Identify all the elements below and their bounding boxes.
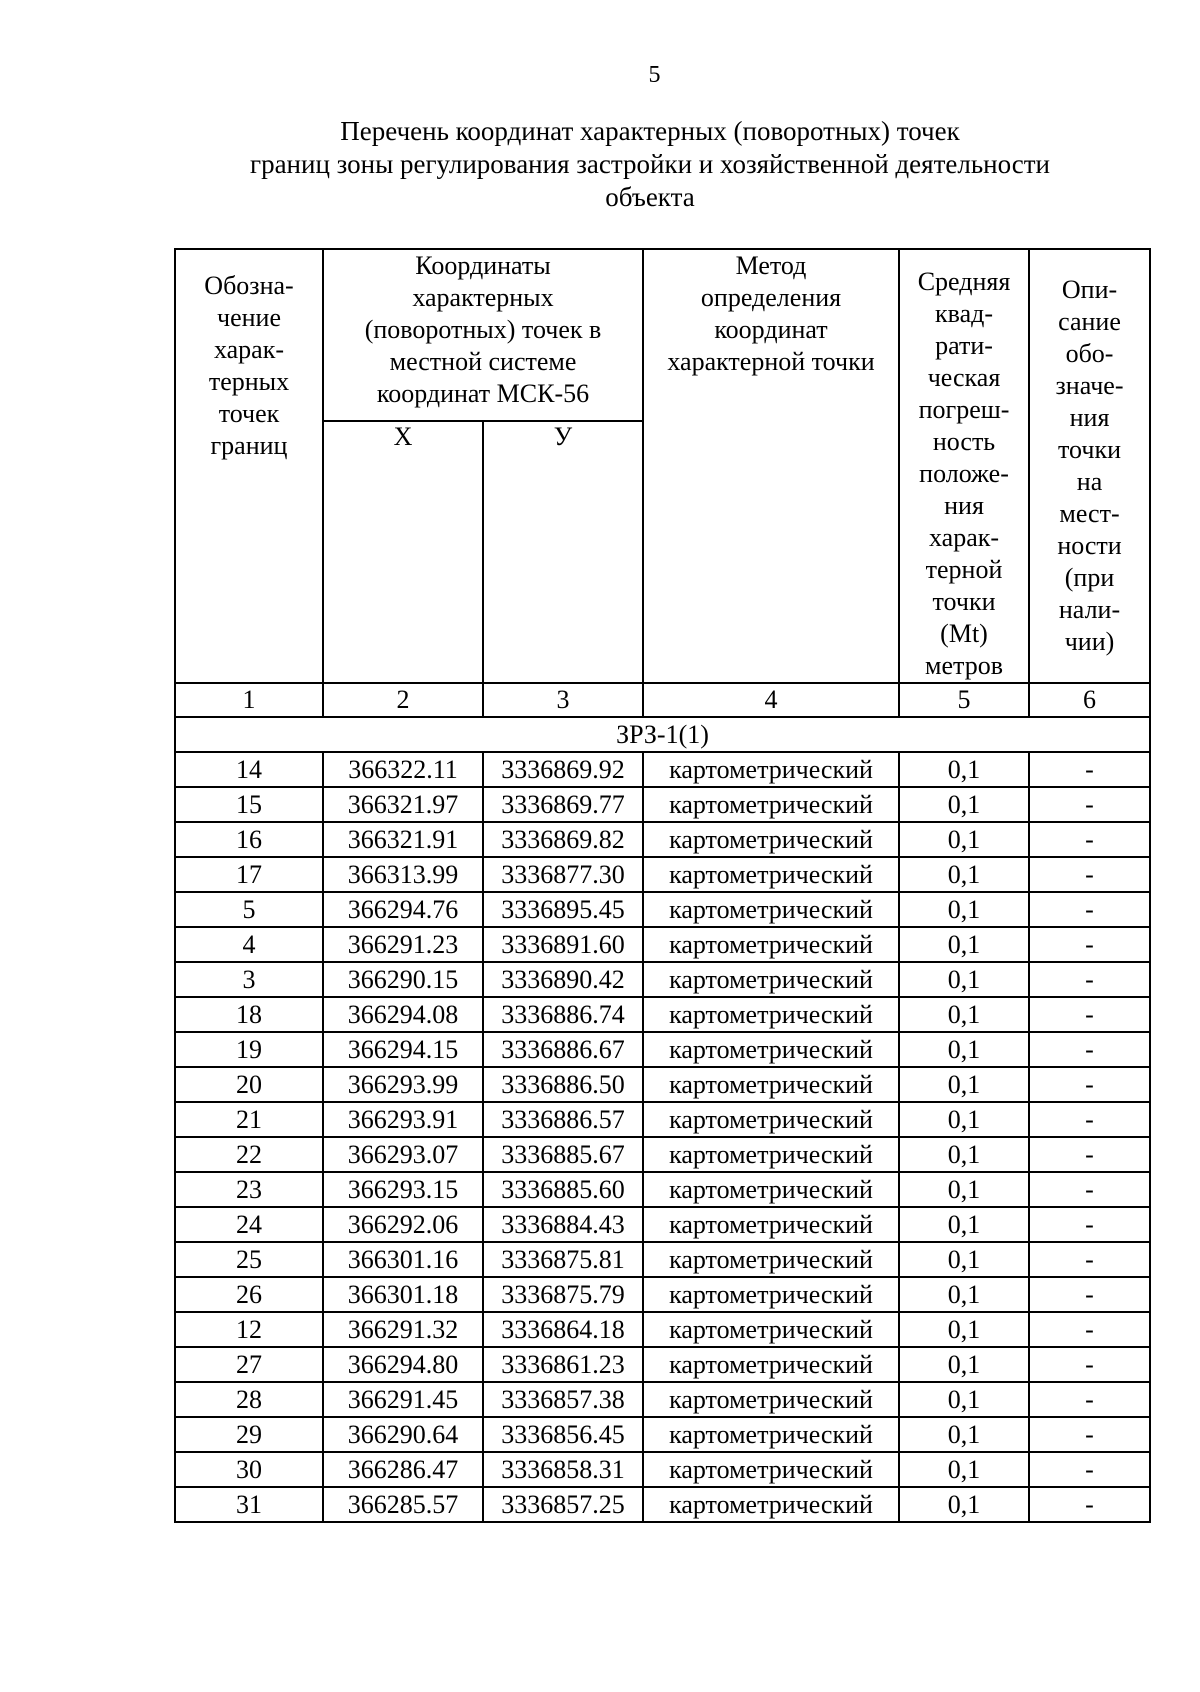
cell-point: 22 (175, 1137, 323, 1172)
cell-y: 3336856.45 (483, 1417, 643, 1452)
cell-method: картометрический (643, 822, 899, 857)
cell-x: 366293.99 (323, 1067, 483, 1102)
column-number: 4 (643, 683, 899, 717)
cell-x: 366294.08 (323, 997, 483, 1032)
cell-x: 366291.45 (323, 1382, 483, 1417)
cell-method: картометрический (643, 1382, 899, 1417)
cell-method: картометрический (643, 1102, 899, 1137)
cell-point: 5 (175, 892, 323, 927)
coordinates-table (174, 248, 1151, 1523)
table-row (175, 1242, 1150, 1277)
cell-point: 30 (175, 1452, 323, 1487)
cell-x: 366322.11 (323, 752, 483, 787)
cell-point: 24 (175, 1207, 323, 1242)
cell-mt: 0,1 (899, 1067, 1029, 1102)
table-row (175, 1417, 1150, 1452)
cell-y: 3336875.79 (483, 1277, 643, 1312)
cell-y: 3336886.74 (483, 997, 643, 1032)
table-row (175, 822, 1150, 857)
cell-y: 3336857.38 (483, 1382, 643, 1417)
table-row (175, 857, 1150, 892)
cell-x: 366301.18 (323, 1277, 483, 1312)
cell-description: - (1029, 1312, 1150, 1347)
cell-mt: 0,1 (899, 1347, 1029, 1382)
cell-description: - (1029, 1277, 1150, 1312)
cell-point: 16 (175, 822, 323, 857)
cell-mt: 0,1 (899, 1032, 1029, 1067)
table-body (175, 752, 1150, 1522)
title-line-2: границ зоны регулирования застройки и хозяйственной деятельности (250, 149, 1050, 179)
cell-mt: 0,1 (899, 1487, 1029, 1522)
cell-point: 4 (175, 927, 323, 962)
zone-row (175, 717, 1150, 752)
cell-x: 366291.32 (323, 1312, 483, 1347)
cell-y: 3336884.43 (483, 1207, 643, 1242)
cell-point: 15 (175, 787, 323, 822)
table-row (175, 892, 1150, 927)
cell-description: - (1029, 1172, 1150, 1207)
cell-point: 29 (175, 1417, 323, 1452)
cell-mt: 0,1 (899, 787, 1029, 822)
cell-mt: 0,1 (899, 997, 1029, 1032)
cell-point: 23 (175, 1172, 323, 1207)
cell-mt: 0,1 (899, 1382, 1029, 1417)
cell-y: 3336861.23 (483, 1347, 643, 1382)
cell-method: картометрический (643, 1032, 899, 1067)
cell-x: 366313.99 (323, 857, 483, 892)
cell-y: 3336869.77 (483, 787, 643, 822)
cell-y: 3336891.60 (483, 927, 643, 962)
cell-x: 366291.23 (323, 927, 483, 962)
table-row (175, 1452, 1150, 1487)
title-line-3: объекта (605, 182, 695, 212)
table-row (175, 1207, 1150, 1242)
cell-method: картометрический (643, 1172, 899, 1207)
cell-point: 14 (175, 752, 323, 787)
cell-x: 366301.16 (323, 1242, 483, 1277)
cell-description: - (1029, 822, 1150, 857)
cell-x: 366285.57 (323, 1487, 483, 1522)
cell-method: картометрический (643, 997, 899, 1032)
cell-mt: 0,1 (899, 857, 1029, 892)
header-point-designation: Обозна- чение харак- терных точек границ (175, 249, 323, 683)
header-y: У (483, 421, 643, 683)
cell-point: 20 (175, 1067, 323, 1102)
cell-description: - (1029, 1452, 1150, 1487)
document-title (150, 115, 1150, 214)
cell-description: - (1029, 1207, 1150, 1242)
cell-y: 3336857.25 (483, 1487, 643, 1522)
cell-mt: 0,1 (899, 962, 1029, 997)
cell-method: картометрический (643, 1137, 899, 1172)
cell-description: - (1029, 787, 1150, 822)
cell-point: 12 (175, 1312, 323, 1347)
table-row (175, 997, 1150, 1032)
cell-x: 366292.06 (323, 1207, 483, 1242)
cell-x: 366293.91 (323, 1102, 483, 1137)
column-number: 2 (323, 683, 483, 717)
header-method: Метод определения координат характерной точки (643, 249, 899, 683)
cell-description: - (1029, 1487, 1150, 1522)
cell-description: - (1029, 962, 1150, 997)
cell-point: 18 (175, 997, 323, 1032)
cell-y: 3336885.67 (483, 1137, 643, 1172)
cell-description: - (1029, 892, 1150, 927)
cell-x: 366294.80 (323, 1347, 483, 1382)
cell-x: 366290.64 (323, 1417, 483, 1452)
cell-description: - (1029, 1347, 1150, 1382)
cell-description: - (1029, 1102, 1150, 1137)
cell-mt: 0,1 (899, 1242, 1029, 1277)
cell-method: картометрический (643, 1312, 899, 1347)
header-accuracy: Средняя квад- рати- ческая погреш- ность положе- ния харак- терной точки (Mt) метров (899, 249, 1029, 683)
cell-y: 3336895.45 (483, 892, 643, 927)
column-number: 5 (899, 683, 1029, 717)
cell-method: картометрический (643, 1067, 899, 1102)
cell-mt: 0,1 (899, 752, 1029, 787)
cell-mt: 0,1 (899, 1207, 1029, 1242)
table-row (175, 927, 1150, 962)
cell-description: - (1029, 1032, 1150, 1067)
cell-method: картометрический (643, 1417, 899, 1452)
header-row (175, 249, 1150, 421)
table-row (175, 1382, 1150, 1417)
cell-method: картометрический (643, 1242, 899, 1277)
cell-y: 3336885.60 (483, 1172, 643, 1207)
cell-method: картометрический (643, 1487, 899, 1522)
column-number-row (175, 683, 1150, 717)
cell-y: 3336875.81 (483, 1242, 643, 1277)
cell-point: 21 (175, 1102, 323, 1137)
column-number: 6 (1029, 683, 1150, 717)
cell-description: - (1029, 752, 1150, 787)
page-number: 5 (648, 62, 661, 88)
cell-point: 25 (175, 1242, 323, 1277)
cell-y: 3336869.92 (483, 752, 643, 787)
header-description: Опи- сание обо- значе- ния точки на мест- ности (при нали- чии) (1029, 249, 1150, 683)
cell-description: - (1029, 997, 1150, 1032)
header-x: Х (323, 421, 483, 683)
cell-mt: 0,1 (899, 1452, 1029, 1487)
cell-description: - (1029, 1242, 1150, 1277)
cell-description: - (1029, 1382, 1150, 1417)
cell-y: 3336877.30 (483, 857, 643, 892)
cell-description: - (1029, 1417, 1150, 1452)
cell-y: 3336886.67 (483, 1032, 643, 1067)
cell-method: картометрический (643, 787, 899, 822)
cell-x: 366286.47 (323, 1452, 483, 1487)
cell-point: 28 (175, 1382, 323, 1417)
cell-method: картометрический (643, 857, 899, 892)
cell-mt: 0,1 (899, 1312, 1029, 1347)
table-row (175, 752, 1150, 787)
table-row (175, 1102, 1150, 1137)
zone-label: ЗРЗ-1(1) (175, 717, 1150, 752)
cell-mt: 0,1 (899, 1172, 1029, 1207)
cell-mt: 0,1 (899, 892, 1029, 927)
cell-mt: 0,1 (899, 1137, 1029, 1172)
table-row (175, 787, 1150, 822)
cell-x: 366321.91 (323, 822, 483, 857)
cell-method: картометрический (643, 892, 899, 927)
cell-y: 3336864.18 (483, 1312, 643, 1347)
cell-description: - (1029, 927, 1150, 962)
cell-y: 3336890.42 (483, 962, 643, 997)
cell-x: 366293.07 (323, 1137, 483, 1172)
cell-point: 19 (175, 1032, 323, 1067)
table-row (175, 962, 1150, 997)
cell-method: картометрический (643, 1452, 899, 1487)
table-row (175, 1067, 1150, 1102)
header-coordinates-group: Координаты характерных (поворотных) точек в местной системе координат МСК-56 (323, 249, 643, 421)
cell-x: 366294.76 (323, 892, 483, 927)
cell-method: картометрический (643, 752, 899, 787)
cell-method: картометрический (643, 1277, 899, 1312)
cell-mt: 0,1 (899, 822, 1029, 857)
cell-description: - (1029, 1067, 1150, 1102)
title-line-1: Перечень координат характерных (поворотных) точек (340, 116, 960, 146)
cell-mt: 0,1 (899, 927, 1029, 962)
cell-y: 3336858.31 (483, 1452, 643, 1487)
table-row (175, 1347, 1150, 1382)
cell-method: картометрический (643, 927, 899, 962)
cell-point: 3 (175, 962, 323, 997)
table-row (175, 1277, 1150, 1312)
cell-y: 3336886.57 (483, 1102, 643, 1137)
cell-point: 17 (175, 857, 323, 892)
table-row (175, 1312, 1150, 1347)
cell-method: картометрический (643, 1347, 899, 1382)
cell-x: 366294.15 (323, 1032, 483, 1067)
cell-mt: 0,1 (899, 1102, 1029, 1137)
cell-mt: 0,1 (899, 1417, 1029, 1452)
cell-y: 3336886.50 (483, 1067, 643, 1102)
cell-x: 366293.15 (323, 1172, 483, 1207)
table-row (175, 1032, 1150, 1067)
cell-mt: 0,1 (899, 1277, 1029, 1312)
cell-point: 31 (175, 1487, 323, 1522)
column-number: 1 (175, 683, 323, 717)
cell-method: картометрический (643, 1207, 899, 1242)
table-row (175, 1487, 1150, 1522)
cell-point: 26 (175, 1277, 323, 1312)
cell-y: 3336869.82 (483, 822, 643, 857)
cell-x: 366321.97 (323, 787, 483, 822)
cell-point: 27 (175, 1347, 323, 1382)
cell-x: 366290.15 (323, 962, 483, 997)
table-row (175, 1137, 1150, 1172)
cell-description: - (1029, 1137, 1150, 1172)
cell-description: - (1029, 857, 1150, 892)
column-number: 3 (483, 683, 643, 717)
cell-method: картометрический (643, 962, 899, 997)
table-row (175, 1172, 1150, 1207)
